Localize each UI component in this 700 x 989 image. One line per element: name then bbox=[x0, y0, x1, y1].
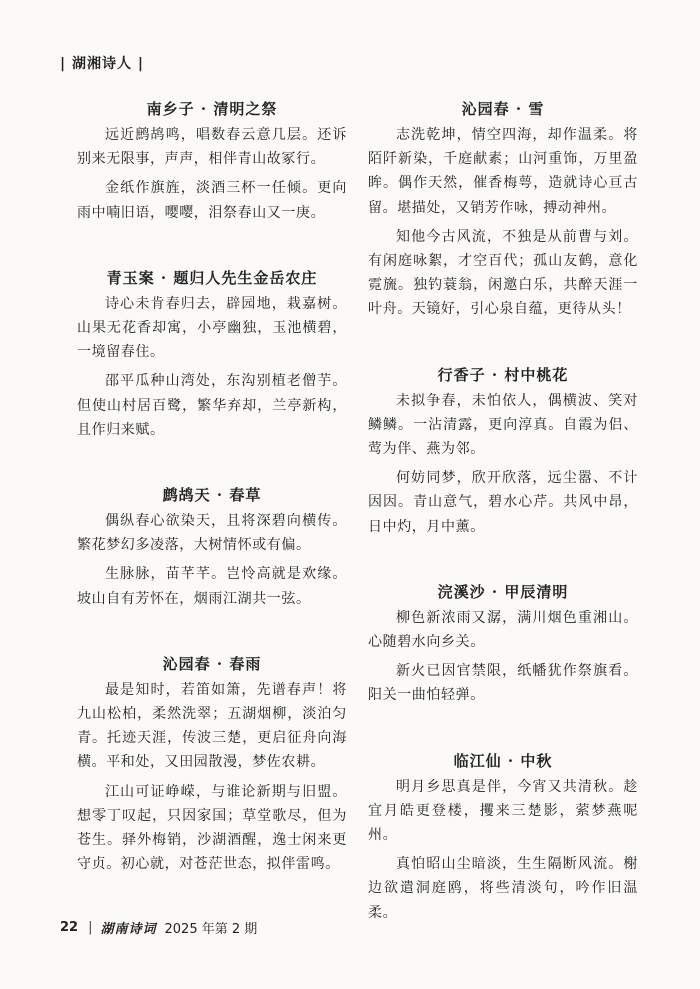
poem-title: 临江仙 · 中秋 bbox=[453, 751, 553, 770]
poem-title: 鹧鸪天 · 春草 bbox=[162, 486, 262, 505]
poem-paragraph: 明月乡思真是伴，今宵又共清秋。趁宜月皓更登楼，攫来三楚影，萦梦燕呢州。 bbox=[368, 778, 638, 844]
poem-paragraph: 志洗乾坤，情空四海，却作温柔。将陌阡新染，千庭献素；山河重饰，万里盈眸。偶作天然，催香梅萼，造就诗心亘古留。堪描处，又销芳作咏，搏动神州。 bbox=[368, 127, 638, 216]
poem bbox=[77, 267, 347, 442]
poem-paragraph: 金纸作旗旌，淡酒三杯一任倾。更向雨中喃旧语，嘤嘤，泪祭春山又一庚。 bbox=[77, 180, 347, 221]
poem-paragraph: 真怕昭山尘暗淡，生生隔断风流。榭边欲遣洞庭鸥，将些清淡句，吟作旧温柔。 bbox=[368, 856, 638, 921]
poem-paragraph: 何妨同梦，欣开欣落，远尘嚣、不计因因。青山意气，碧水心芹。共风中昂，日中灼，月中薰。 bbox=[368, 470, 638, 535]
poem-paragraph: 柳色新浓雨又潺，满川烟色重湘山。心随碧水向乡关。 bbox=[368, 609, 638, 651]
section-tag: | 湖湘诗人 | bbox=[60, 56, 144, 72]
poem bbox=[368, 750, 638, 925]
poem-paragraph: 生脉脉，苗芊芊。岂怜高就是欢缘。坡山自有芳怀在，烟雨江湖共一弦。 bbox=[77, 566, 347, 607]
poem-title: 沁园春 · 雪 bbox=[461, 100, 545, 118]
poem-paragraph: 最是知时，若笛如箫，先谱春声！将九山松柏，柔然洗翠；五湖烟柳，淡泊匀青。托迹天涯，传波三楚，更启征舟向海横。平和处，又田园散漫，梦佐农耕。 bbox=[77, 681, 347, 771]
poem-paragraph: 偶纵春心欲染天，且将深碧向横传。繁花梦幻多凌落，大树情怀或有偏。 bbox=[77, 513, 347, 554]
poem-title: 浣溪沙 · 甲辰清明 bbox=[437, 582, 569, 601]
poem-paragraph: 知他今古风流，不独是从前曹与刘。有闲庭咏絮，才空百代；孤山友鹤，意化霓旒。独钓蓑翁，闲邀白乐，共醉天涯一叶舟。天镜好，引心泉自蕴，更待从头！ bbox=[368, 228, 638, 318]
page-number: 22 bbox=[60, 920, 79, 935]
page-footer bbox=[60, 918, 257, 937]
poem bbox=[368, 581, 638, 708]
poem bbox=[77, 484, 347, 611]
poem-title: 沁园春 · 春雨 bbox=[162, 654, 262, 673]
left-column bbox=[77, 98, 347, 918]
poem bbox=[77, 98, 347, 225]
right-column bbox=[368, 98, 638, 967]
poem bbox=[368, 98, 638, 322]
issue-label: 2025 年第 2 期 bbox=[164, 922, 258, 937]
poem-paragraph: 远近鹧鸪鸣，唱数春云意几层。还诉别来无限事，声声，相伴青山故冢行。 bbox=[77, 127, 347, 168]
poem bbox=[368, 364, 638, 539]
poem-title: 行香子 · 村中桃花 bbox=[437, 365, 569, 384]
poem-paragraph: 新火已因官禁限，纸幡犹作祭旗看。阳关一曲怕轻弹。 bbox=[368, 663, 638, 704]
magazine-logo: 湖南诗词 bbox=[100, 922, 157, 937]
poem-paragraph: 江山可证峥嵘，与谁论新期与旧盟。想零丁叹起，只因家国；草堂歌尽，但为苍生。驿外梅销，沙湖酒醒，逸士闲来更守贞。初心就，对苍茫世态，拟伴雷鸣。 bbox=[77, 783, 347, 873]
poem bbox=[77, 653, 347, 877]
poem-paragraph: 诗心未肯春归去，辟园地，栽嘉树。山果无花香却寓，小亭幽独，玉池横碧，一境留春住。 bbox=[77, 295, 347, 361]
poem-paragraph: 未拟争春，未怕依人，偶横波、笑对鳞鳞。一沾清露，更向淳真。自霞为侣、莺为伴、燕为邻。 bbox=[368, 392, 638, 458]
poem-title: 青玉案 · 题归人先生金岳农庄 bbox=[106, 268, 318, 287]
footer-separator: | bbox=[88, 920, 93, 935]
poem-paragraph: 邵平瓜种山湾处，东沟别植老僧芋。但使山村居百鹭，繁华弃却，兰亭新构，且作归来赋。 bbox=[77, 373, 347, 438]
poem-title: 南乡子 · 清明之祭 bbox=[146, 100, 278, 118]
